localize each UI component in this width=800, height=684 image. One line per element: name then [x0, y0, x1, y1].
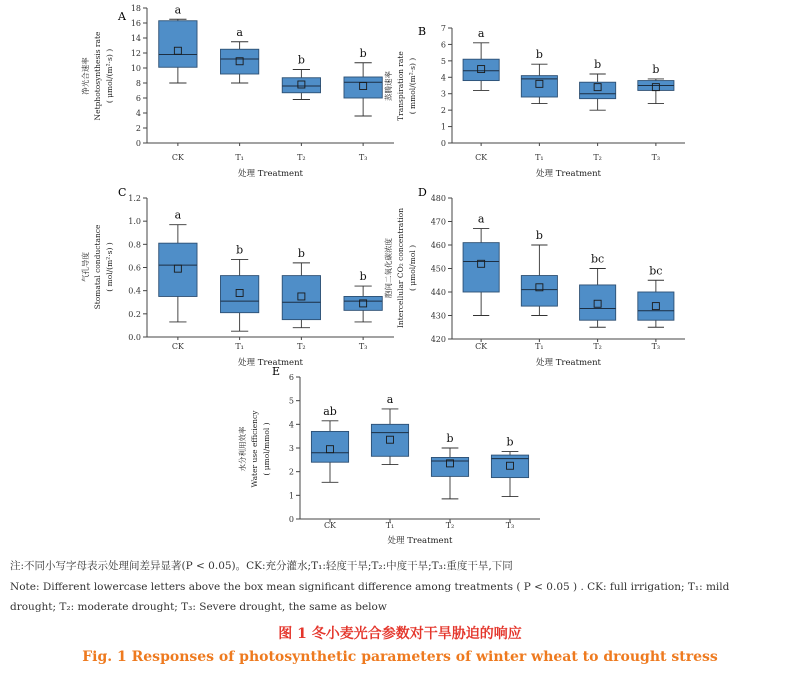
x-category-label: T₃	[505, 521, 515, 530]
x-axis-title: 处理 Treatment	[238, 169, 303, 179]
y-tick-label: 12	[130, 49, 141, 58]
box-2	[580, 253, 616, 328]
y-tick-label: 1	[440, 122, 446, 132]
x-category-label: T₃	[651, 342, 661, 351]
y-tick-label: 3	[288, 444, 294, 453]
y-tick-label: 10	[130, 64, 141, 73]
y-tick-label: 14	[130, 34, 141, 43]
y-axis-title-zh: 净光合速率	[81, 57, 90, 95]
significance-letter: b	[535, 48, 543, 62]
box-2	[282, 54, 320, 100]
panel-d	[383, 186, 685, 368]
box-2	[431, 432, 468, 499]
y-tick-label: 4	[135, 109, 141, 118]
panel-letter: C	[118, 186, 127, 199]
significance-letter: a	[236, 25, 243, 39]
x-category-label: T₂	[445, 521, 455, 530]
significance-letter: bc	[591, 252, 605, 266]
significance-letter: b	[236, 243, 244, 257]
y-tick-label: 8	[135, 79, 141, 88]
box-3	[344, 270, 382, 322]
iqr-box	[311, 431, 348, 462]
significance-letter: a	[477, 212, 485, 226]
box-3	[491, 436, 528, 497]
x-category-label: T₂	[593, 342, 602, 351]
x-axis-title: 处理 Treatment	[536, 169, 601, 179]
box-2	[580, 58, 616, 110]
box-1	[220, 243, 258, 331]
y-tick-label: 430	[430, 311, 446, 321]
significance-letter: b	[594, 58, 602, 71]
x-category-label: CK	[475, 153, 488, 162]
x-category-label: T₁	[535, 342, 544, 351]
y-tick-label: 0.6	[128, 263, 141, 273]
x-category-label: T₁	[535, 153, 544, 162]
y-axis-title	[237, 410, 271, 488]
x-axis-title: 处理 Treatment	[536, 358, 601, 368]
y-axis-title-zh: 蒸腾速率	[384, 71, 393, 101]
y-tick-label: 6	[288, 373, 294, 382]
y-axis-title	[383, 208, 417, 328]
y-tick-label: 470	[430, 217, 446, 227]
y-axis-title-en: Netphotosynthesis rate	[93, 31, 102, 121]
x-axis-title: 处理 Treatment	[387, 536, 453, 546]
significance-letter: a	[477, 26, 485, 40]
y-tick-label: 5	[440, 56, 446, 66]
box-1	[371, 393, 408, 465]
x-category-label: T₁	[235, 153, 244, 162]
x-category-label: T₃	[358, 342, 368, 351]
y-tick-label: 18	[130, 4, 141, 13]
iqr-box	[344, 296, 382, 310]
significance-letter: bc	[649, 264, 663, 278]
y-tick-label: 0	[135, 139, 141, 148]
iqr-box	[220, 276, 258, 313]
y-tick-label: 420	[430, 335, 446, 344]
x-category-label: T₁	[235, 342, 244, 351]
box-0	[159, 209, 197, 322]
iqr-box	[344, 77, 382, 98]
y-tick-label: 460	[430, 241, 446, 250]
iqr-box	[220, 49, 258, 74]
y-axis-title-en: Stomatal conductance	[93, 224, 102, 310]
significance-letter: b	[535, 229, 543, 242]
significance-letter: b	[297, 53, 305, 67]
y-axis-title-unit: ( μmol/mol )	[408, 244, 417, 292]
note-en-line1: Note: Different lowercase letters above the box mean significant difference among treatments ( P < 0.05 ) . CK: full irrigation; T₁: mild	[10, 581, 730, 593]
significance-letter: b	[446, 432, 454, 445]
x-category-label: T₂	[297, 342, 306, 351]
iqr-box	[282, 276, 320, 320]
y-tick-label: 4	[288, 420, 294, 430]
x-axis-title: 处理 Treatment	[238, 358, 303, 368]
iqr-box	[159, 21, 197, 68]
y-tick-label: 450	[430, 264, 446, 274]
significance-letter: a	[174, 3, 182, 17]
y-tick-label: 480	[430, 194, 446, 203]
iqr-box	[638, 292, 674, 320]
y-axis-title	[383, 51, 417, 121]
significance-letter: b	[652, 62, 660, 76]
y-tick-label: 440	[430, 288, 446, 297]
x-category-label: T₂	[297, 153, 306, 162]
y-tick-label: 0.8	[128, 240, 141, 250]
y-tick-label: 16	[130, 19, 141, 28]
box-0	[463, 213, 499, 316]
y-axis-title-en: Water use efficiency	[250, 410, 259, 488]
y-tick-label: 1	[288, 491, 294, 501]
iqr-box	[282, 78, 320, 93]
y-tick-label: 6	[135, 94, 141, 103]
y-tick-label: 2	[135, 124, 141, 133]
y-tick-label: 1.2	[128, 194, 141, 203]
note-zh: 注:不同小写字母表示处理间差异显著(P < 0.05)。CK:充分灌水;T₁:轻度干旱;T₂:中度干旱;T₃:重度干旱,下同	[10, 560, 513, 572]
y-axis-title-unit: ( μmol/(m²·s) )	[105, 48, 114, 104]
box-0	[159, 3, 197, 83]
x-category-label: CK	[171, 342, 184, 351]
y-tick-label: 2	[440, 106, 446, 116]
box-3	[344, 47, 382, 116]
y-tick-label: 0	[288, 515, 294, 524]
y-axis-title-en: Transpiration rate	[396, 51, 405, 121]
y-axis-title-zh: 水分利用效率	[238, 426, 247, 472]
significance-letter: b	[506, 435, 514, 449]
iqr-box	[463, 59, 499, 80]
y-axis-title-unit: ( mmol/(m²·s) )	[408, 57, 417, 115]
x-category-label: T₃	[358, 153, 368, 162]
y-axis-title-zh: 胞间二氧化碳浓度	[384, 238, 393, 298]
y-axis-title-unit: ( μmol/mmol )	[262, 422, 271, 476]
y-tick-label: 7	[440, 24, 446, 33]
box-2	[282, 247, 320, 328]
iqr-box	[580, 285, 616, 320]
box-3	[638, 63, 674, 104]
y-axis-title	[80, 224, 114, 309]
box-0	[463, 27, 499, 91]
iqr-box	[371, 424, 408, 456]
x-category-label: T₃	[651, 153, 661, 162]
panel-letter: B	[418, 25, 427, 38]
y-tick-label: 4	[440, 73, 446, 83]
panel-e	[237, 365, 540, 546]
x-category-label: T₂	[593, 153, 602, 162]
panel-letter: A	[118, 10, 126, 23]
significance-letter: a	[386, 392, 394, 406]
figure-title-en: Fig. 1 Responses of photosynthetic parameters of winter wheat to drought stress	[82, 649, 718, 665]
box-0	[311, 405, 348, 483]
y-tick-label: 0.2	[128, 309, 141, 319]
panel-letter: E	[272, 365, 281, 378]
iqr-box	[159, 243, 197, 296]
panel-c	[80, 186, 394, 368]
y-tick-label: 0.0	[128, 333, 141, 342]
significance-letter: b	[359, 270, 367, 284]
y-tick-label: 6	[440, 40, 446, 50]
x-category-label: CK	[171, 153, 184, 162]
box-3	[638, 264, 674, 327]
box-1	[521, 48, 557, 103]
significance-letter: b	[359, 46, 367, 60]
x-category-label: T₁	[385, 521, 395, 530]
figure-title-zh: 图 1 冬小麦光合参数对干旱胁迫的响应	[278, 626, 522, 642]
y-tick-label: 0.4	[128, 286, 141, 296]
y-axis-title	[80, 31, 114, 120]
significance-letter: ab	[323, 404, 337, 418]
x-category-label: CK	[323, 521, 337, 530]
significance-letter: b	[297, 246, 305, 260]
panel-b	[383, 24, 685, 179]
y-axis-title-zh: 气孔导度	[81, 252, 90, 282]
significance-letter: a	[174, 208, 182, 222]
y-tick-label: 2	[288, 467, 294, 477]
panel-a	[80, 3, 394, 179]
y-axis-title-unit: ( mol/(m²·s) )	[105, 242, 114, 292]
panel-letter: D	[418, 186, 427, 199]
y-tick-label: 1.0	[128, 217, 141, 227]
y-axis-title-en: Intercellular CO₂ concentration	[396, 207, 405, 329]
box-1	[220, 26, 258, 83]
y-tick-label: 3	[440, 89, 446, 99]
note-en-line2: drought; T₂: moderate drought; T₃: Severe drought, the same as below	[10, 601, 387, 613]
y-tick-label: 5	[288, 396, 294, 406]
box-1	[521, 229, 557, 316]
x-category-label: CK	[475, 342, 488, 351]
y-tick-label: 0	[440, 139, 446, 148]
